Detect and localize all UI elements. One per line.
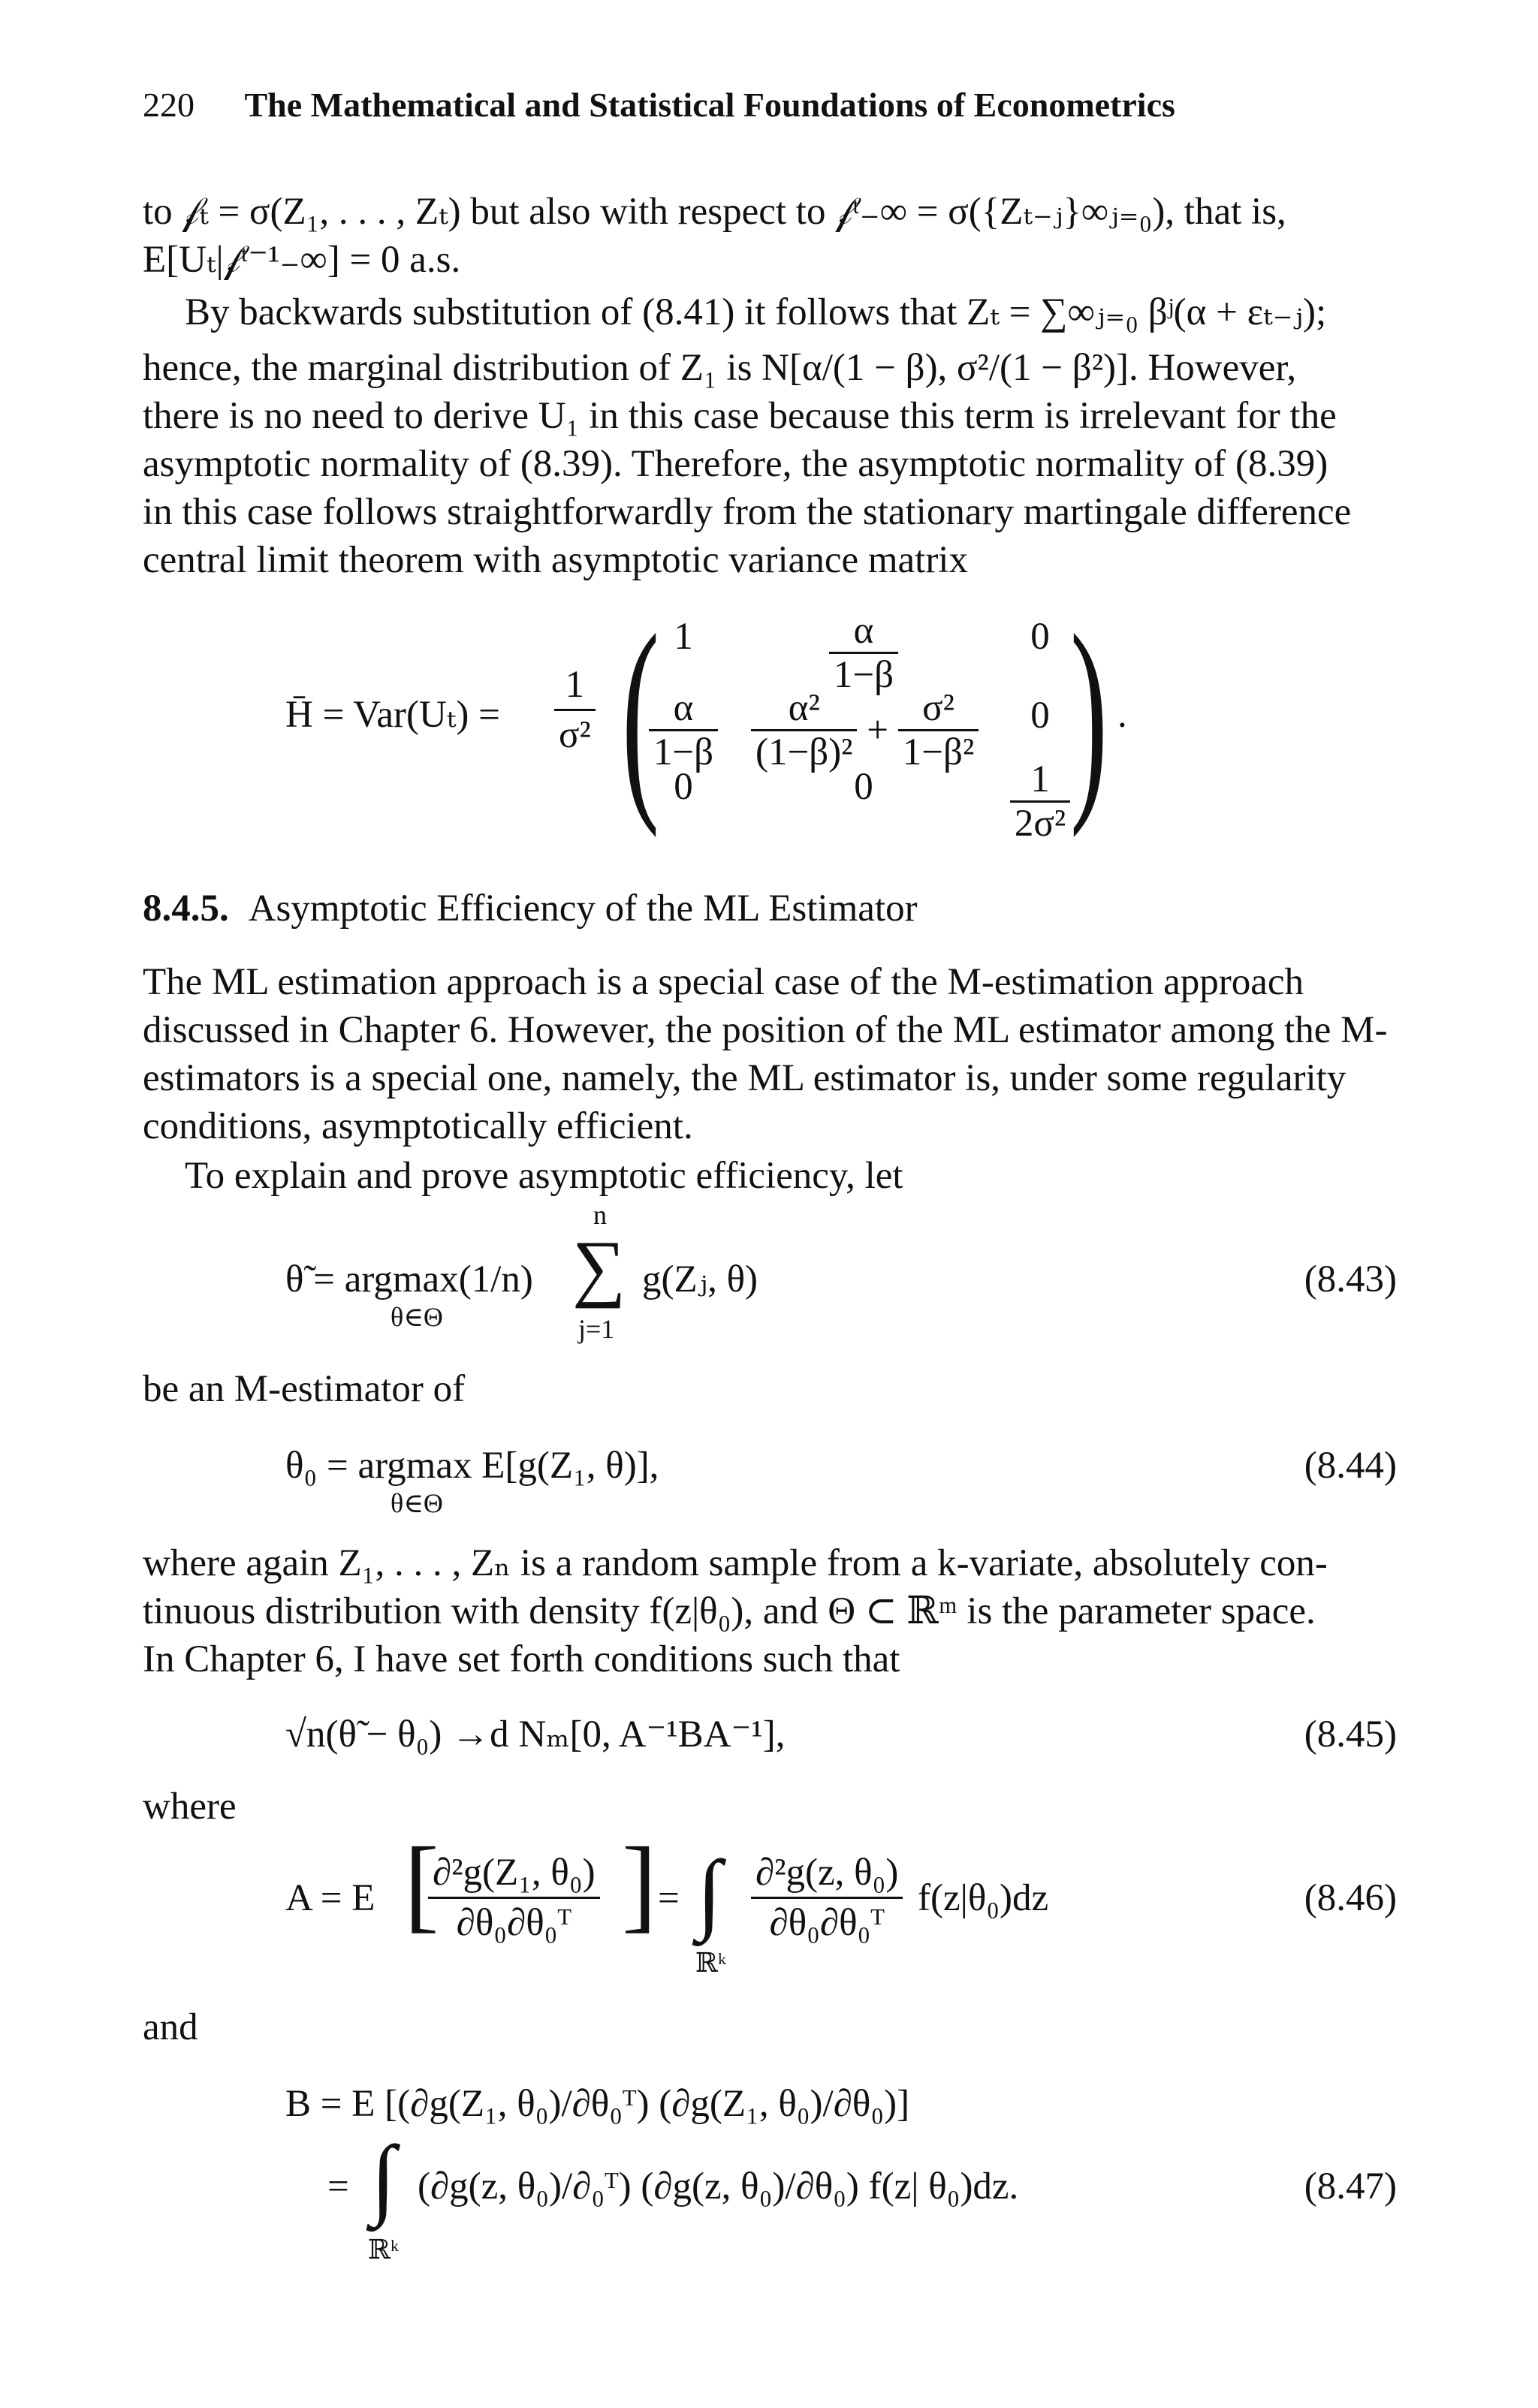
para5-line1: be an M-estimator of: [143, 1368, 466, 1410]
eq844-under: θ∈Θ: [391, 1488, 443, 1518]
para2-line2: hence, the marginal distribution of Z₁ is N[α/(1 − β), σ²/(1 − β²)]. However,: [143, 347, 1297, 389]
para3-line1: The ML estimation approach is a special case of the M-estimation approach: [143, 961, 1304, 1003]
matrix-r2c1: $\frac{\alpha}{1-\beta}$: [646, 687, 721, 773]
eq843-under: θ∈Θ: [391, 1302, 443, 1332]
running-title: The Mathematical and Statistical Foundations of Econometrics: [244, 86, 1175, 124]
para1-line2: E[Uₜ|𝒻ᵗ⁻¹₋∞] = 0 a.s.: [143, 239, 461, 281]
section-number: 8.4.5.: [143, 888, 229, 930]
eq846-frac2: $\frac{\text{∂²g(z, θ₀)}}{\text{∂θ₀∂θ₀ᵀ}}$: [751, 1849, 903, 1947]
matrix-r1c2: $\frac{\alpha}{1-\beta}$: [826, 610, 901, 696]
para6-line1: where again Z₁, . . . , Zₙ is a random sample from a k-variate, absolutely con-: [143, 1542, 1328, 1584]
eq845-number: (8.45): [1304, 1713, 1397, 1756]
para2-line4: asymptotic normality of (8.39). Therefore, the asymptotic normality of (8.39): [143, 443, 1328, 485]
matrix-lhs: H̄ = Var(Uₜ) =: [285, 694, 500, 736]
eq846-tail: f(z|θ₀)dz: [918, 1877, 1049, 1919]
eq846-integral: ∫: [697, 1842, 722, 1942]
prefactor-den: σ²: [559, 714, 591, 756]
eq843-sum-top: n: [593, 1200, 607, 1230]
section-heading: [143, 885, 918, 933]
para4-line1: To explain and prove asymptotic efficiency, let: [185, 1155, 903, 1197]
para3-line3: estimators is a special one, namely, the ML estimator is, under some regularity: [143, 1057, 1347, 1099]
eq846-int-under: ℝᵏ: [695, 1948, 727, 1978]
matrix-r2c3: 0: [1030, 695, 1050, 737]
matrix-prefactor: [554, 661, 596, 759]
running-header: [143, 84, 1175, 126]
eq846-number: (8.46): [1304, 1877, 1397, 1919]
matrix-trailing-period: .: [1117, 694, 1127, 736]
eq845-body: √n(θ̃ − θ₀) →d Nₘ[0, A⁻¹BA⁻¹],: [285, 1713, 786, 1756]
eq843-number: (8.43): [1304, 1258, 1397, 1300]
para6-line3: In Chapter 6, I have set forth conditions such that: [143, 1638, 900, 1680]
para2-line3: there is no need to derive U₁ in this case because this term is irrelevant for the: [143, 395, 1337, 437]
section-title: Asymptotic Efficiency of the ML Estimator: [248, 888, 918, 930]
prefactor-num: 1: [554, 661, 596, 711]
matrix-right-paren: ): [1070, 589, 1108, 838]
matrix-r3c3: $\frac{1}{\text{2σ²}}$: [1006, 758, 1074, 845]
para7-line1: where: [143, 1786, 237, 1828]
para2-line5: in this case follows straightforwardly from the stationary martingale difference: [143, 491, 1352, 533]
eq847-integral: ∫: [371, 2127, 396, 2227]
eq847-line2: (∂g(z, θ₀)/∂₀ᵀ) (∂g(z, θ₀)/∂θ₀) f(z| θ₀)dz.: [418, 2165, 1019, 2208]
para8-line1: and: [143, 2006, 198, 2048]
eq843-sum-bottom: j=1: [578, 1314, 615, 1344]
para3-line4: conditions, asymptotically efficient.: [143, 1105, 693, 1147]
para1-line1: to 𝒻ₜ = σ(Z₁, . . . , Zₜ) but also with respect to 𝒻ᵗ₋∞ = σ({Zₜ₋ⱼ}∞ⱼ₌₀), that is,: [143, 191, 1286, 233]
eq847-int-under: ℝᵏ: [368, 2235, 400, 2265]
eq846-equals: =: [658, 1877, 680, 1919]
matrix-r3c2: 0: [854, 766, 873, 808]
eq843-lhs: θ̃ = argmax(1/n): [285, 1258, 533, 1300]
eq846-lhs: A = E: [285, 1877, 375, 1919]
matrix-left-paren: (: [622, 589, 659, 838]
page-number: 220: [143, 86, 195, 124]
matrix-r3c1: 0: [674, 766, 693, 808]
eq847-number: (8.47): [1304, 2165, 1397, 2208]
eq847-line1: B = E [(∂g(Z₁, θ₀)/∂θ₀ᵀ) (∂g(Z₁, θ₀)/∂θ₀)]: [285, 2083, 910, 2125]
eq844-number: (8.44): [1304, 1445, 1397, 1487]
eq843-rhs: g(Zⱼ, θ): [642, 1258, 758, 1300]
matrix-r1c3: 0: [1030, 616, 1050, 658]
eq846-left-bracket: [: [404, 1826, 439, 1942]
eq843-sum-symbol: ∑: [572, 1225, 626, 1309]
para3-line2: discussed in Chapter 6. However, the position of the ML estimator among the M-: [143, 1009, 1388, 1051]
para2-line1: By backwards substitution of (8.41) it follows that Zₜ = ∑∞ⱼ₌₀ βʲ(α + εₜ₋ⱼ);: [185, 291, 1327, 333]
para2-line6: central limit theorem with asymptotic variance matrix: [143, 539, 968, 581]
eq847-equals: =: [327, 2165, 349, 2208]
eq844-lhs: θ₀ = argmax E[g(Z₁, θ)],: [285, 1445, 659, 1487]
matrix-r2c2: $\frac{\text{α²}}{\text{(1−β)²}}$ + $\frac{\text{σ²}}{\text{1−β²}}$: [751, 687, 976, 773]
eq846-frac1: $\frac{\text{∂²g(Z₁, θ₀)}}{\text{∂θ₀∂θ₀ᵀ}}$: [428, 1849, 600, 1947]
para6-line2: tinuous distribution with density f(z|θ₀), and Θ ⊂ ℝᵐ is the parameter space.: [143, 1590, 1316, 1632]
eq846-right-bracket: ]: [622, 1826, 657, 1942]
matrix-r1c1: 1: [674, 616, 693, 658]
